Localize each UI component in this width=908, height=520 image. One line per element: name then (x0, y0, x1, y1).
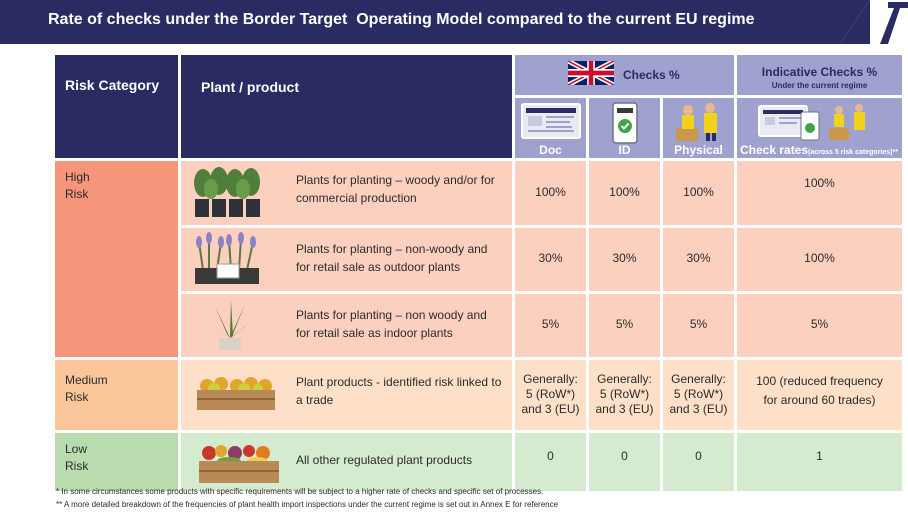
doc-value: Generally: 5 (RoW*) and 3 (EU) (521, 372, 580, 416)
doc-value: 5% (541, 317, 560, 331)
id-value-cell (588, 227, 662, 293)
doc-value-cell (514, 293, 588, 359)
risk-cell-low (54, 432, 180, 493)
risk-cell-high (54, 160, 180, 359)
physical-label: Physical (674, 143, 723, 157)
physical-value: Generally: 5 (RoW*) and 3 (EU) (669, 372, 728, 416)
check-rates-note: (across 5 risk categories)** (808, 149, 898, 156)
houseplant-image (205, 298, 255, 353)
document-screen-icon (520, 102, 582, 142)
uk-flag-icon (568, 61, 614, 85)
page-title: Rate of checks under the Border Target Operating Model compared to the current EU regime (48, 11, 755, 28)
indicative-value: 100% (804, 251, 835, 265)
product-text: Plants for planting – non-woody and for retail sale as outdoor plants (296, 242, 488, 274)
header-risk-category (54, 54, 180, 160)
header-indicative (736, 54, 904, 97)
header-doc (514, 97, 588, 160)
doc-value-cell (514, 227, 588, 293)
id-value: 0 (621, 449, 628, 463)
check-rates-label (740, 143, 902, 157)
product-cell (180, 227, 514, 293)
product-text: All other regulated plant products (296, 453, 473, 467)
id-value: 30% (612, 251, 637, 265)
indicative-checks-subtitle: Under the current regime (771, 81, 868, 90)
risk-label-medium: Medium Risk (65, 373, 108, 404)
fruit-crate-image (193, 372, 279, 412)
risk-label-low: Low Risk (65, 442, 89, 473)
indicative-value: 5% (810, 317, 829, 331)
header-check-rates (736, 97, 904, 160)
product-text: Plants for planting – non woody and for retail sale as indoor plants (296, 308, 487, 340)
lavender-plants-image (191, 232, 263, 287)
check-rates-text: Check rates (740, 143, 809, 157)
footnote-1: * In some circumstances some products with specific requirements will be subject to a higher rate of checks and specific set of processes. (56, 487, 544, 496)
potted-shrubs-image (191, 165, 267, 221)
indicative-value-cell (736, 432, 904, 493)
indicative-checks-title: Indicative Checks % (761, 65, 878, 79)
doc-value-cell (514, 432, 588, 493)
indicative-value-cell (736, 293, 904, 359)
product-cell (180, 432, 514, 493)
id-value: 100% (609, 185, 640, 199)
product-cell (180, 359, 514, 432)
phone-check-icon (610, 102, 640, 144)
vegetable-crate-image (195, 439, 283, 485)
physical-value: 30% (686, 251, 711, 265)
physical-value-cell (662, 160, 736, 227)
physical-value-cell (662, 359, 736, 432)
id-value-cell (588, 359, 662, 432)
physical-value-cell (662, 227, 736, 293)
physical-value-cell (662, 432, 736, 493)
title-bar (0, 0, 870, 44)
indicative-value-cell (736, 227, 904, 293)
risk-category-label: Risk Category (65, 77, 160, 93)
id-value-cell (588, 160, 662, 227)
physical-value: 100% (683, 185, 714, 199)
doc-value: 100% (535, 185, 566, 199)
indicative-value-cell (736, 359, 904, 432)
header-physical (662, 97, 736, 160)
doc-value-cell (514, 359, 588, 432)
indicative-value-cell (736, 160, 904, 227)
indicative-value: 100 (reduced frequency for around 60 trades) (756, 374, 883, 407)
checks-table (52, 52, 905, 494)
id-value: 5% (615, 317, 634, 331)
combined-checks-icon (755, 102, 885, 142)
doc-value: 0 (547, 449, 554, 463)
product-text: Plants for planting – woody and/or for commercial production (296, 173, 495, 205)
doc-value: 30% (538, 251, 563, 265)
product-cell (180, 293, 514, 359)
risk-label-high: High Risk (65, 170, 90, 201)
corner-logo-icon (878, 2, 908, 44)
id-label: ID (618, 143, 631, 157)
physical-value: 0 (695, 449, 702, 463)
indicative-value: 100% (804, 176, 835, 190)
doc-value-cell (514, 160, 588, 227)
header-checks-group (514, 54, 736, 97)
footnote-2: ** A more detailed breakdown of the frequencies of plant health import inspections under the current regime is set out in Annex E for reference (56, 500, 559, 509)
physical-value: 5% (689, 317, 708, 331)
product-cell (180, 160, 514, 227)
doc-label: Doc (539, 143, 562, 157)
indicative-value: 1 (816, 449, 823, 463)
inspectors-icon (672, 102, 726, 142)
physical-value-cell (662, 293, 736, 359)
id-value-cell (588, 432, 662, 493)
risk-cell-medium (54, 359, 180, 432)
plant-product-label: Plant / product (201, 79, 299, 95)
id-value-cell (588, 293, 662, 359)
header-plant-product (180, 54, 514, 160)
header-id (588, 97, 662, 160)
checks-percent-label: Checks % (623, 68, 680, 82)
product-text: Plant products - identified risk linked to a trade (296, 375, 502, 407)
id-value: Generally: 5 (RoW*) and 3 (EU) (595, 372, 654, 416)
